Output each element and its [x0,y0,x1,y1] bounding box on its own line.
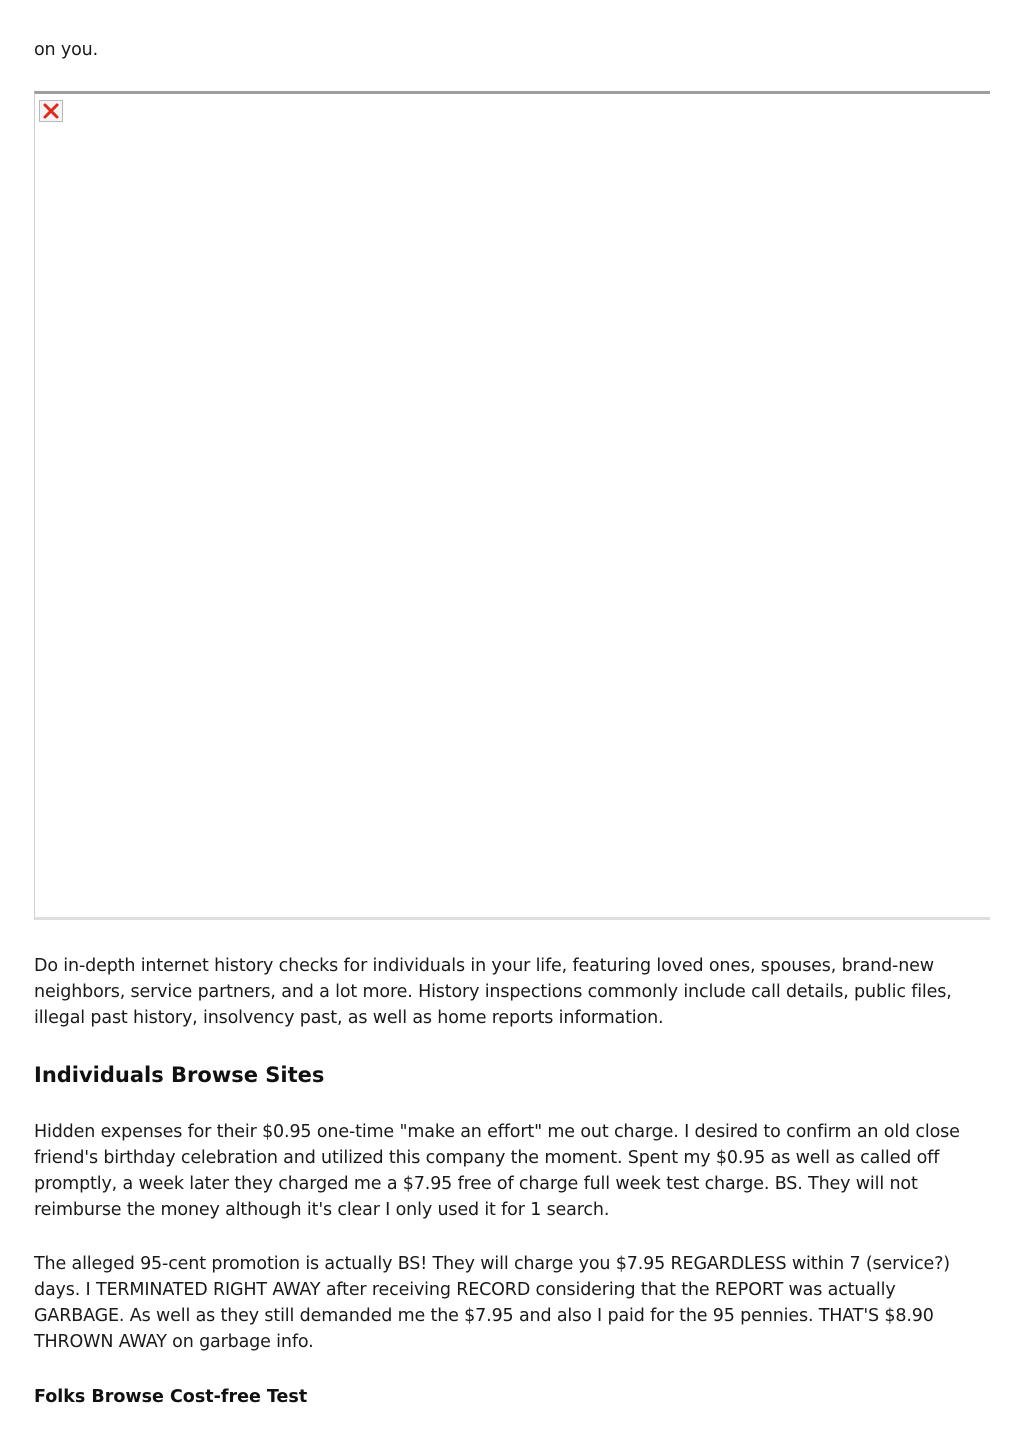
intro-fragment: on you. [34,40,99,60]
subsection-heading: Folks Browse Cost-free Test [34,1387,308,1407]
paragraph-background-checks: Do in-depth internet history checks for individuals in your life, featuring loved ones, spouses, brand-new neighbors, service partners, and a lot more. History inspections commonly include call details, public files, illegal past history, insolvency past, as well as home reports information. [34,956,952,1028]
broken-image-frame [34,91,990,920]
paragraph-promotion-complaint: The alleged 95-cent promotion is actually BS! They will charge you $7.95 REGARDLESS within 7 (service?) days. I TERMINATED RIGHT AWAY after receiving RECORD considering that the REPORT was actually GARBAGE. As well as they still demanded me the $7.95 and also I paid for the 95 pennies. THAT'S $8.90 THROWN AWAY on garbage info. [34,1254,950,1352]
paragraph-hidden-expenses: Hidden expenses for their $0.95 one-time "make an effort" me out charge. I desired to confirm an old close friend's birthday celebration and utilized this company the moment. Spent my $0.95 as well as called off promptly, a week later they charged me a $7.95 free of charge full week test charge. BS. They will not reimburse the money although it's clear I only used it for 1 search. [34,1122,960,1220]
broken-image-icon [39,100,63,122]
section-heading: Individuals Browse Sites [34,1063,325,1087]
